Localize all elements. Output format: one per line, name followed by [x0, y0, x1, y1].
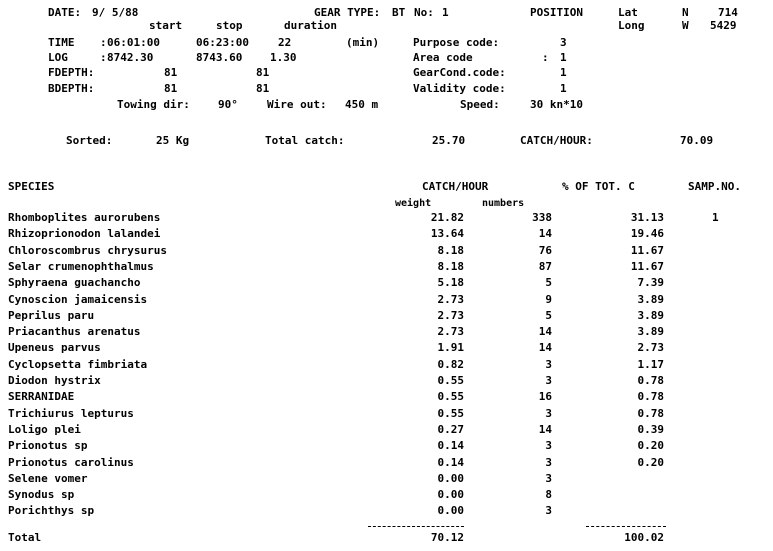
pct-value: 1.17	[637, 358, 664, 371]
gear-type-label: GEAR TYPE:	[314, 6, 381, 19]
validity-value: 1	[560, 82, 567, 95]
pct-header: % OF TOT. C	[562, 180, 635, 193]
catch-hour-value: 70.09	[680, 134, 714, 147]
weight-value: 0.55	[437, 390, 464, 403]
weight-value: 0.00	[437, 504, 464, 517]
numbers-value: 14	[538, 423, 552, 436]
pct-value: 0.78	[637, 374, 664, 387]
numbers-value: 14	[538, 325, 552, 338]
fdepth-start: 81	[164, 66, 178, 79]
pct-value: 7.39	[637, 276, 664, 289]
pct-value: 19.46	[630, 227, 664, 240]
numbers-value: 3	[545, 504, 552, 517]
weight-value: 0.00	[437, 488, 464, 501]
weight-value: 0.82	[437, 358, 464, 371]
lat-hemisphere: N	[682, 6, 689, 19]
species-name: Selar crumenophthalmus	[8, 260, 154, 273]
position-label: POSITION	[530, 6, 583, 19]
bdepth-stop: 81	[256, 82, 270, 95]
numbers-value: 9	[545, 293, 552, 306]
total-pct: 100.02	[624, 531, 664, 544]
species-header: SPECIES	[8, 180, 55, 193]
total-label: Total	[8, 531, 42, 544]
no-label: No:	[414, 6, 434, 19]
weight-value: 0.14	[437, 439, 464, 452]
purpose-value: 3	[560, 36, 567, 49]
pct-value: 3.89	[637, 325, 664, 338]
species-name: Diodon hystrix	[8, 374, 101, 387]
pct-value: 3.89	[637, 293, 664, 306]
long-value: 5429	[710, 19, 737, 32]
bdepth-label: BDEPTH:	[48, 82, 95, 95]
time-start: 06:01:00	[107, 36, 160, 49]
sorted-label: Sorted:	[66, 134, 113, 147]
gear-type-value: BT	[392, 6, 406, 19]
weight-value: 0.14	[437, 456, 464, 469]
weight-value: 21.82	[430, 211, 464, 224]
date-value: 9/ 5/88	[92, 6, 139, 19]
pct-value: 0.20	[637, 456, 664, 469]
species-name: Priacanthus arenatus	[8, 325, 141, 338]
towing-label: Towing dir:	[117, 98, 190, 111]
numbers-value: 16	[538, 390, 552, 403]
time-stop: 06:23:00	[196, 36, 249, 49]
fdepth-label: FDEPTH:	[48, 66, 95, 79]
gearcond-label: GearCond.code:	[413, 66, 506, 79]
numbers-value: 87	[538, 260, 552, 273]
species-name: Selene vomer	[8, 472, 88, 485]
numbers-value: 14	[538, 227, 552, 240]
pct-value: 0.78	[637, 390, 664, 403]
weight-value: 0.55	[437, 407, 464, 420]
weight-value: 0.00	[437, 472, 464, 485]
species-name: Upeneus parvus	[8, 341, 101, 354]
long-hemisphere: W	[682, 19, 689, 32]
sorted-value: 25 Kg	[156, 134, 190, 147]
lat-label: Lat	[618, 6, 638, 19]
numbers-header: numbers	[482, 198, 525, 209]
total-pct-rule	[586, 526, 666, 527]
validity-label: Validity code:	[413, 82, 506, 95]
time-duration: 22	[278, 36, 292, 49]
area-label: Area code	[413, 51, 473, 64]
weight-header: weight	[395, 198, 432, 209]
pct-value: 31.13	[630, 211, 664, 224]
col-stop-header: stop	[216, 19, 243, 32]
species-name: Rhomboplites aurorubens	[8, 211, 161, 224]
numbers-value: 3	[545, 439, 552, 452]
time-label: TIME	[48, 36, 75, 49]
weight-value: 13.64	[430, 227, 464, 240]
long-label: Long	[618, 19, 645, 32]
numbers-value: 14	[538, 341, 552, 354]
weight-value: 0.55	[437, 374, 464, 387]
weight-value: 0.27	[437, 423, 464, 436]
numbers-value: 8	[545, 488, 552, 501]
numbers-value: 3	[545, 374, 552, 387]
catch-hour-label: CATCH/HOUR:	[520, 134, 593, 147]
species-name: Prionotus carolinus	[8, 456, 134, 469]
log-colon: :	[100, 51, 107, 64]
time-colon: :	[100, 36, 107, 49]
species-name: Synodus sp	[8, 488, 75, 501]
pct-value: 11.67	[630, 260, 664, 273]
purpose-label: Purpose code:	[413, 36, 500, 49]
pct-value: 0.39	[637, 423, 664, 436]
total-weight-rule	[368, 526, 464, 527]
fdepth-stop: 81	[256, 66, 270, 79]
pct-value: 11.67	[630, 244, 664, 257]
species-name: Chloroscombrus chrysurus	[8, 244, 167, 257]
numbers-value: 3	[545, 358, 552, 371]
species-name: Peprilus paru	[8, 309, 95, 322]
towing-value: 90°	[218, 98, 238, 111]
col-start-header: start	[149, 19, 183, 32]
species-name: Prionotus sp	[8, 439, 88, 452]
species-name: SERRANIDAE	[8, 390, 75, 403]
weight-value: 2.73	[437, 309, 464, 322]
species-name: Loligo plei	[8, 423, 81, 436]
speed-label: Speed:	[460, 98, 500, 111]
no-value: 1	[442, 6, 449, 19]
numbers-value: 5	[545, 309, 552, 322]
pct-value: 2.73	[637, 341, 664, 354]
pct-value: 0.20	[637, 439, 664, 452]
species-name: Cynoscion jamaicensis	[8, 293, 148, 306]
col-duration-header: duration	[284, 19, 337, 32]
samp-header: SAMP.NO.	[688, 180, 741, 193]
numbers-value: 76	[538, 244, 552, 257]
total-catch-label: Total catch:	[265, 134, 345, 147]
weight-value: 2.73	[437, 325, 464, 338]
speed-value: 30 kn*10	[530, 98, 583, 111]
area-value: 1	[560, 51, 567, 64]
numbers-value: 3	[545, 456, 552, 469]
weight-value: 2.73	[437, 293, 464, 306]
weight-value: 5.18	[437, 276, 464, 289]
catch-hour-header: CATCH/HOUR	[422, 180, 489, 193]
log-stop: 8743.60	[196, 51, 243, 64]
weight-value: 8.18	[437, 260, 464, 273]
date-label: DATE:	[48, 6, 82, 19]
numbers-value: 3	[545, 472, 552, 485]
log-duration: 1.30	[270, 51, 297, 64]
species-name: Rhizoprionodon lalandei	[8, 227, 161, 240]
area-colon: :	[542, 51, 549, 64]
pct-value: 3.89	[637, 309, 664, 322]
pct-value: 0.78	[637, 407, 664, 420]
log-label: LOG	[48, 51, 68, 64]
numbers-value: 338	[532, 211, 552, 224]
time-unit: (min)	[346, 36, 380, 49]
wire-value: 450 m	[345, 98, 379, 111]
weight-value: 1.91	[437, 341, 464, 354]
gearcond-value: 1	[560, 66, 567, 79]
samp-value: 1	[712, 211, 719, 224]
bdepth-start: 81	[164, 82, 178, 95]
species-name: Trichiurus lepturus	[8, 407, 134, 420]
lat-value: 714	[718, 6, 738, 19]
numbers-value: 5	[545, 276, 552, 289]
species-name: Sphyraena guachancho	[8, 276, 141, 289]
numbers-value: 3	[545, 407, 552, 420]
wire-label: Wire out:	[267, 98, 327, 111]
weight-value: 8.18	[437, 244, 464, 257]
species-name: Porichthys sp	[8, 504, 95, 517]
log-start: 8742.30	[107, 51, 154, 64]
species-name: Cyclopsetta fimbriata	[8, 358, 148, 371]
total-weight: 70.12	[430, 531, 464, 544]
total-catch-value: 25.70	[432, 134, 466, 147]
